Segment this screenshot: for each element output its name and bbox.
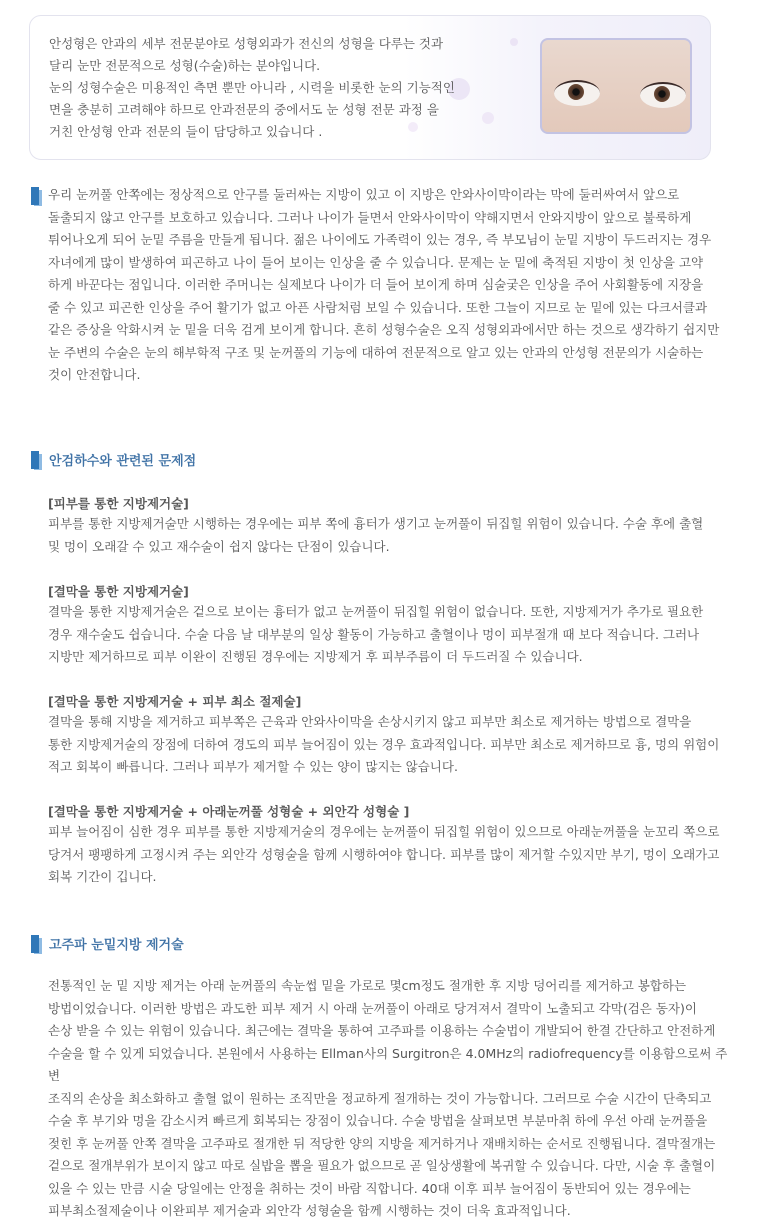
text-line: 피부 늘어짐이 심한 경우 피부를 통한 지방제거술의 경우에는 눈꺼풀이 뒤집힐 위험이 있으므로 아래눈꺼풀을 눈꼬리 쪽으로 bbox=[48, 824, 720, 839]
text-line: 회복 기간이 깁니다. bbox=[48, 869, 157, 884]
text-line: 겉으로 절개부위가 보이지 않고 따로 실밥을 뽑을 필요가 없으므로 곧 일상생활에 복귀할 수 있습니다. 다만, 시술 후 출혈이 bbox=[48, 1158, 716, 1173]
subsection-body bbox=[48, 513, 738, 558]
intro-text bbox=[49, 33, 469, 143]
text-line: 지방만 제거하므로 피부 이완이 진행된 경우에는 지방제거 후 피부주름이 더 두드러질 수 있습니다. bbox=[48, 649, 583, 664]
text-line: 당겨서 팽팽하게 고정시켜 주는 외안각 성형술을 함께 시행하여야 합니다. 피부를 많이 제거할 수있지만 부기, 멍이 오래가고 bbox=[48, 846, 720, 862]
intro-line: 눈의 성형수술은 미용적인 측면 뿐만 아니라 , 시력을 비롯한 눈의 기능적인 bbox=[49, 80, 455, 95]
text-line: 피부최소절제술이나 이완피부 제거술과 외안각 성형술을 함께 시행하는 것이 더욱 효과적입니다. bbox=[48, 1203, 571, 1218]
text-line: 같은 증상을 악화시켜 눈 밑을 더욱 검게 보이게 합니다. 흔히 성형수술은 오직 성형외과에서만 하는 것으로 생각하기 쉽지만 bbox=[48, 322, 720, 337]
text-line: 우리 눈꺼풀 안쪽에는 정상적으로 안구를 둘러싸는 지방이 있고 이 지방은 안와사이막이라는 막에 둘러싸여서 앞으로 bbox=[48, 187, 680, 202]
section-marker bbox=[31, 935, 39, 953]
intro-line: 안성형은 안과의 세부 전문분야로 성형외과가 전신의 성형을 다루는 것과 bbox=[49, 36, 444, 51]
text-line: 전통적인 눈 밑 지방 제거는 아래 눈꺼풀의 속눈썹 밑을 가로로 몇cm정도 절개한 후 지방 덩어리를 제거하고 봉합하는 bbox=[48, 978, 687, 993]
text-line: 튀어나오게 되어 눈밑 주름을 만들게 됩니다. 젊은 나이에도 가족력이 있는 경우, 즉 부모님이 눈밑 지방이 두드러지는 경우 bbox=[48, 232, 712, 247]
subsection-body bbox=[48, 711, 738, 779]
text-line: 경우 재수술도 쉽습니다. 수술 다음 날 대부분의 일상 활동이 가능하고 출혈이나 멍이 피부절개 때 보다 적습니다. 그러나 bbox=[48, 626, 700, 642]
eye-photo bbox=[540, 38, 692, 134]
text-line: 및 멍이 오래갈 수 있고 재수술이 쉽지 않다는 단점이 있습니다. bbox=[48, 538, 390, 554]
intro-box bbox=[29, 15, 711, 160]
text-line: 적고 회복이 빠릅니다. 그러나 피부가 제거할 수 있는 양이 많지는 않습니다. bbox=[48, 759, 458, 774]
left-iris bbox=[568, 84, 584, 100]
text-line: 방법이었습니다. 이러한 방법은 과도한 피부 제거 시 아래 눈꺼풀이 아래로 당겨져서 결막이 노출되고 각막(검은 동자)이 bbox=[48, 1000, 697, 1016]
text-line: 결막을 통한 지방제거술은 겉으로 보이는 흉터가 없고 눈꺼풀이 뒤집힐 위험이 없습니다. 또한, 지방제거가 추가로 필요한 bbox=[48, 604, 704, 619]
text-line: 있을 수 있는 만큼 시술 당일에는 안정을 취하는 것이 바람 직합니다. 40대 이후 피부 늘어짐이 동반되어 있는 경우에는 bbox=[48, 1180, 691, 1196]
main-paragraph bbox=[48, 184, 738, 387]
decorative-bubble bbox=[510, 38, 518, 46]
subsection-body bbox=[48, 601, 738, 669]
right-iris bbox=[654, 86, 670, 102]
text-line: 돌출되지 않고 안구를 보호하고 있습니다. 그러나 나이가 들면서 안와사이막이 약해지면서 안와지방이 앞으로 불룩하게 bbox=[48, 209, 692, 225]
text-line: 조직의 손상을 최소화하고 출혈 없이 원하는 조직만을 정교하게 절개하는 것이 가능합니다. 그러므로 수술 시간이 단축되고 bbox=[48, 1090, 712, 1106]
text-line: 통한 지방제거술의 장점에 더하여 경도의 피부 늘어짐이 있는 경우 효과적입니다. 피부만 최소로 제거하므로 흉, 멍의 위험이 bbox=[48, 736, 720, 752]
intro-line: 거친 안성형 안과 전문의 들이 담당하고 있습니다 . bbox=[49, 124, 323, 139]
text-line: 손상 받을 수 있는 위험이 있습니다. 최근에는 결막을 통하여 고주파를 이용하는 수술법이 개발되어 한결 간단하고 안전하게 bbox=[48, 1023, 716, 1038]
section2-body bbox=[48, 975, 738, 1223]
text-line: 하게 바꾼다는 점입니다. 이러한 주머니는 실제보다 나이가 더 들어 보이게 하며 심술궂은 인상을 주어 사회활동에 지장을 bbox=[48, 277, 704, 292]
subsection-title: [결막을 통한 지방제거술] bbox=[48, 584, 189, 599]
section-marker bbox=[31, 451, 39, 469]
text-line: 줄 수 있고 피곤한 인상을 주어 활기가 없고 아픈 사람처럼 보일 수 있습니다. 또한 그늘이 지므로 눈 밑에 있는 다크서클과 bbox=[48, 299, 708, 315]
text-line: 자녀에게 많이 발생하여 피곤하고 나이 들어 보이는 인상을 줄 수 있습니다. 문제는 눈 밑에 축적된 지방이 첫 인상을 고약 bbox=[48, 254, 704, 270]
subsection-body bbox=[48, 821, 738, 889]
text-line: 눈 주변의 수술은 눈의 해부학적 구조 및 눈꺼풀의 기능에 대하여 전문적으로 알고 있는 안과의 안성형 전문의가 시술하는 bbox=[48, 344, 704, 360]
section-title-ptosis: 안검하수와 관련된 문제점 bbox=[49, 454, 197, 469]
subsection-title: [피부를 통한 지방제거술] bbox=[48, 496, 189, 511]
intro-line: 달리 눈만 전문적으로 성형(수술)하는 분야입니다. bbox=[49, 58, 321, 73]
subsection-title: [결막을 통한 지방제거술 + 아래눈꺼풀 성형술 + 외안각 성형술 ] bbox=[48, 804, 410, 819]
decorative-bubble bbox=[482, 112, 494, 124]
text-line: 젖힌 후 눈꺼풀 안쪽 결막을 고주파로 절개한 뒤 적당한 양의 지방을 제거하거나 재배치하는 순서로 진행됩니다. 결막절개는 bbox=[48, 1135, 716, 1151]
text-line: 피부를 통한 지방제거술만 시행하는 경우에는 피부 쪽에 흉터가 생기고 눈꺼풀이 뒤집힐 위험이 있습니다. 수술 후에 출혈 bbox=[48, 516, 704, 531]
subsection-title: [결막을 통한 지방제거술 + 피부 최소 절제술] bbox=[48, 694, 302, 709]
text-line: 것이 안전합니다. bbox=[48, 367, 141, 382]
intro-line: 면을 충분히 고려해야 하므로 안과전문의 중에서도 눈 성형 전문 과정 을 bbox=[49, 102, 439, 117]
text-line: 수술 후 부기와 멍을 감소시켜 빠르게 회복되는 장점이 있습니다. 수술 방법을 살펴보면 부분마취 하에 우선 아래 눈꺼풀을 bbox=[48, 1113, 708, 1128]
section-title-rf-removal: 고주파 눈밑지방 제거술 bbox=[49, 938, 184, 953]
text-line: 결막을 통해 지방을 제거하고 피부쪽은 근육과 안와사이막을 손상시키지 않고 피부만 최소로 제거하는 방법으로 결막을 bbox=[48, 714, 692, 729]
paragraph-marker bbox=[31, 187, 39, 205]
text-line: 수술을 할 수 있게 되었습니다. 본원에서 사용하는 Ellman사의 Surgitron은 4.0MHz의 radiofrequency를 이용함으로써 주변 bbox=[48, 1045, 728, 1083]
